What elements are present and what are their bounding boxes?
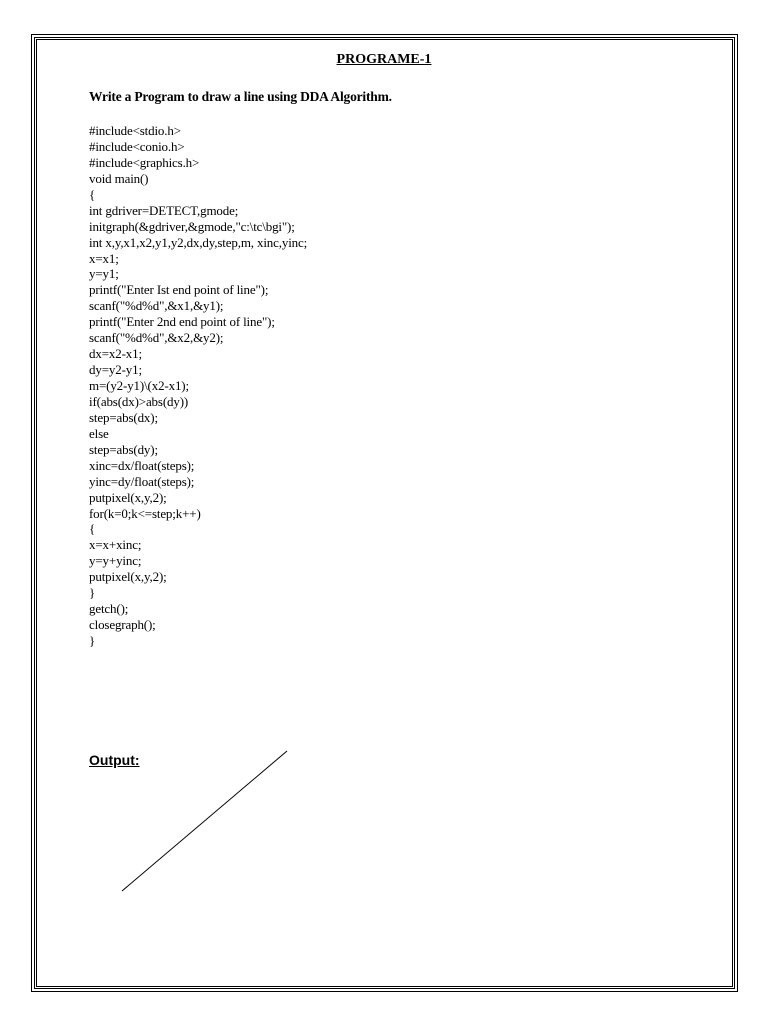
code-line: #include<graphics.h> bbox=[89, 154, 200, 170]
code-line: void main() bbox=[89, 170, 149, 186]
code-line: initgraph(&gdriver,&gmode,"c:\tc\bgi"); bbox=[89, 218, 295, 234]
code-line: yinc=dy/float(steps); bbox=[89, 473, 195, 489]
code-line: x=x1; bbox=[89, 250, 119, 266]
output-label: Output: bbox=[89, 752, 140, 768]
code-line: if(abs(dx)>abs(dy)) bbox=[89, 393, 189, 409]
code-line: putpixel(x,y,2); bbox=[89, 489, 167, 505]
code-line: } bbox=[89, 633, 96, 648]
code-line: getch(); bbox=[89, 601, 129, 617]
code-line: { bbox=[89, 521, 96, 537]
code-line: y=y+yinc; bbox=[89, 553, 142, 569]
code-line: m=(y2-y1)\(x2-x1); bbox=[89, 378, 189, 393]
code-line: #include<stdio.h> bbox=[89, 123, 181, 138]
code-line: scanf("%d%d",&x1,&y1); bbox=[89, 298, 224, 314]
code-line: printf("Enter Ist end point of line"); bbox=[89, 282, 269, 298]
question-text: Write a Program to draw a line using DDA Algorithm. bbox=[89, 89, 392, 104]
code-line: for(k=0;k<=step;k++) bbox=[89, 505, 201, 521]
code-line: { bbox=[89, 186, 96, 202]
code-line: } bbox=[89, 585, 96, 601]
dda-output-line bbox=[122, 751, 287, 891]
code-line: int gdriver=DETECT,gmode; bbox=[89, 202, 239, 218]
page-title: PROGRAME-1 bbox=[336, 52, 432, 67]
code-line: putpixel(x,y,2); bbox=[89, 569, 167, 585]
code-line: printf("Enter 2nd end point of line"); bbox=[89, 314, 275, 330]
code-line: closegraph(); bbox=[89, 617, 156, 633]
code-line: #include<conio.h> bbox=[89, 138, 185, 154]
code-line: y=y1; bbox=[89, 266, 119, 282]
code-line: step=abs(dy); bbox=[89, 441, 158, 457]
code-line: int x,y,x1,x2,y1,y2,dx,dy,step,m, xinc,yinc; bbox=[89, 234, 308, 250]
code-line: x=x+xinc; bbox=[89, 537, 142, 553]
code-line: scanf("%d%d",&x2,&y2); bbox=[89, 330, 224, 346]
code-line: else bbox=[89, 425, 109, 441]
code-line: step=abs(dx); bbox=[89, 409, 158, 425]
code-line: dx=x2-x1; bbox=[89, 346, 142, 362]
code-line: xinc=dx/float(steps); bbox=[89, 457, 195, 473]
code-line: dy=y2-y1; bbox=[89, 362, 142, 378]
